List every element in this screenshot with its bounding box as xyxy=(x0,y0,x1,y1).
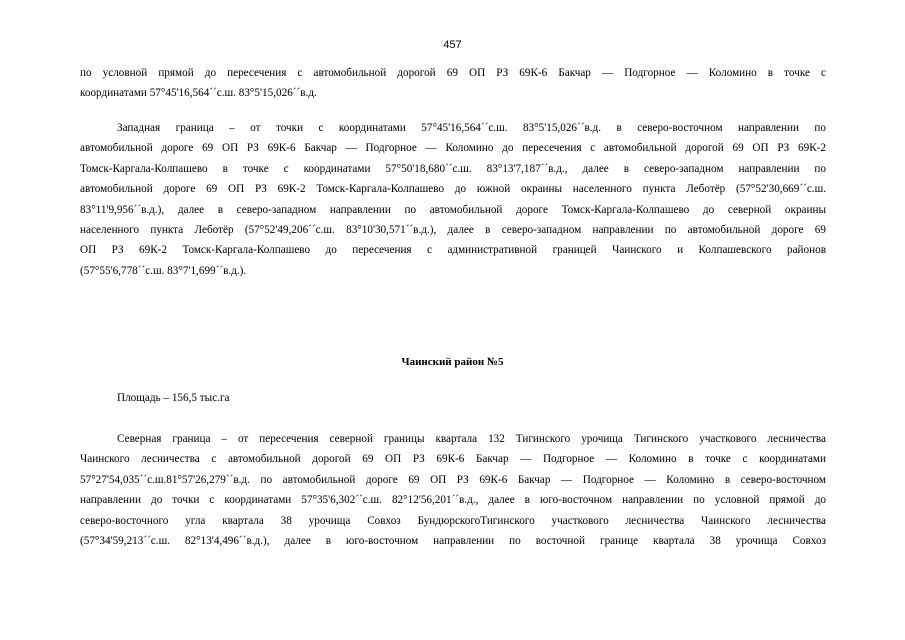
paragraph-line: направлении до точки с координатами 57°35'6,302´´с.ш. 82°12'56,201´´в.д., далее в юго-восточном направлении по условной прямой до xyxy=(80,494,826,507)
paragraph-continuation xyxy=(80,63,826,104)
paragraph-line: населенного пункта Леботёр (57°52'49,206´´с.ш. 83°10'30,571´´в.д.), далее в северо-западном направлении по автомобильной дороге 69 xyxy=(80,223,826,236)
page-number: 457 xyxy=(443,39,462,51)
paragraph-line: (57°55'6,778´´с.ш. 83°7'1,699´´в.д.). xyxy=(80,264,247,277)
paragraph-line: автомобильной дороге 69 ОП РЗ 69К-6 Бакчар — Подгорное — Коломино до пересечения с автомобильной дорогой 69 ОП РЗ 69К-2 xyxy=(80,142,826,155)
area-text: Площадь – 156,5 тыс.га xyxy=(117,392,230,404)
paragraph-line: Западная граница – от точки с координатами 57°45'16,564´´с.ш. 83°5'15,026´´в.д. в северо-восточном направлении по xyxy=(117,122,826,134)
paragraph-line: Северная граница – от пересечения северной границы квартала 132 Тигинского урочища Тигинского участкового лесничества xyxy=(117,433,826,445)
paragraph-northern-border xyxy=(80,429,826,551)
paragraph-line: автомобильной дороге 69 ОП РЗ 69К-2 Томск-Каргала-Колпашево до южной окраины населенного пункта Леботёр (57°52'30,669´´с.ш. xyxy=(80,183,826,196)
paragraph-line: Томск-Каргала-Колпашево в точке с координатами 57°50'18,680´´с.ш. 83°13'7,187´´в.д., далее в северо-западном направлении по xyxy=(80,162,826,175)
paragraph-line: северо-восточного угла квартала 38 урочища Совхоз БундюрскогоТигинского участкового лесничества Чаинского лесничества xyxy=(80,514,826,527)
paragraph-line: по условной прямой до пересечения с автомобильной дорогой 69 ОП РЗ 69К-6 Бакчар — Подгорное — Коломино в точке с xyxy=(80,67,826,79)
paragraph-line: координатами 57°45'16,564´´с.ш. 83°5'15,026´´в.д. xyxy=(80,87,317,100)
paragraph-line: (57°34'59,213´´с.ш. 82°13'4,496´´в.д.), далее в юго-восточном направлении по восточной границе квартала 38 урочища Совхоз xyxy=(80,534,826,547)
section-heading: Чаинский район №5 xyxy=(401,356,504,368)
paragraph-western-border xyxy=(80,118,826,281)
paragraph-line: 57°27'54,035´´с.ш.81°57'26,279´´в.д. по автомобильной дороге 69 ОП РЗ 69К-6 Бакчар — Подгорное — Коломино в северо-восточном xyxy=(80,473,826,486)
paragraph-line: ОП РЗ 69К-2 Томск-Каргала-Колпашево до пересечения с административной границей Чаинского и Колпашевского районов xyxy=(80,244,826,257)
paragraph-line: 83°11'9,956´´в.д.), далее в северо-западном направлении по автомобильной дороге Томск-Каргала-Колпашево до северной окраины xyxy=(80,203,826,216)
paragraph-line: Чаинского лесничества с автомобильной дорогой 69 ОП РЗ 69К-6 Бакчар — Подгорное — Коломино в точке с координатами xyxy=(80,453,826,466)
